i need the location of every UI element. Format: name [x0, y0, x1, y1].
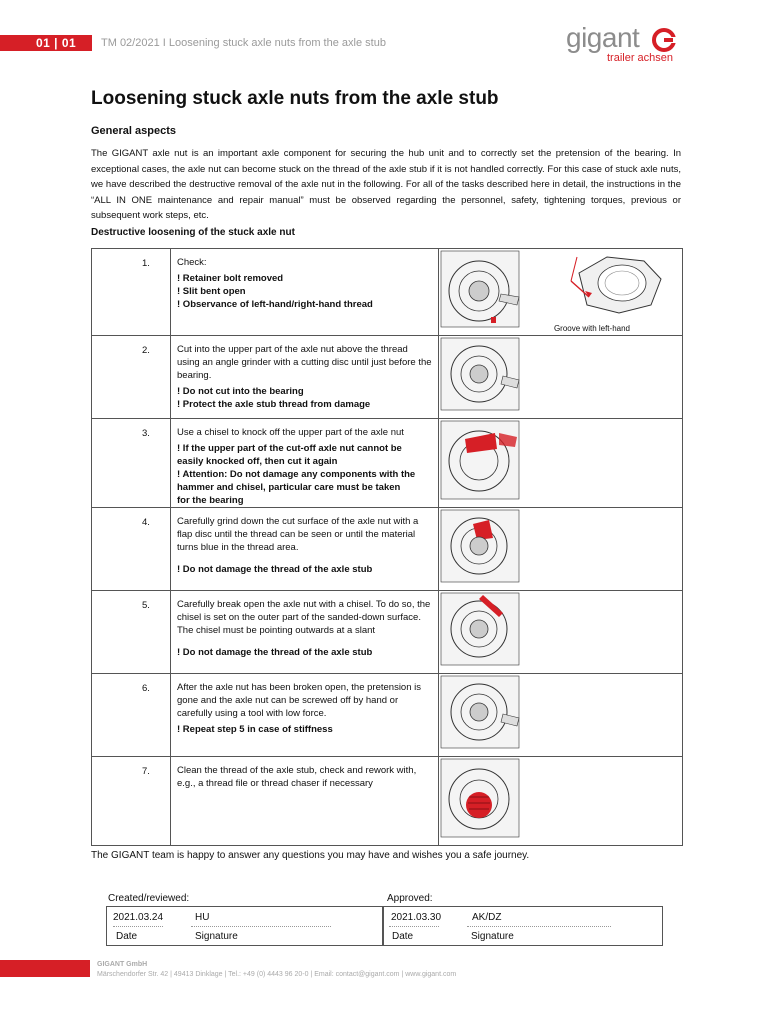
signature-line [191, 926, 331, 927]
warning-line: ! Retainer bolt removed [177, 273, 284, 284]
step-row [92, 508, 683, 591]
axle-hub-drawing [439, 757, 682, 841]
created-label: Created/reviewed: [108, 893, 190, 904]
gigant-logo [566, 22, 686, 66]
approved-label: Approved: [387, 893, 433, 904]
step-text: Clean the thread of the axle stub, check and rework with, e.g., a thread file or thread chaser if necessary [177, 765, 417, 789]
page-title: Loosening stuck axle nuts from the axle stub [91, 88, 499, 109]
created-by: HU [195, 912, 210, 923]
step-warnings [177, 272, 432, 311]
axle-hub-drawing [439, 591, 682, 669]
approved-by: AK/DZ [472, 912, 502, 923]
step-number: 3. [92, 419, 171, 508]
procedure-heading: Destructive loosening of the stuck axle nut [91, 227, 295, 238]
signature-label: Signature [471, 931, 514, 942]
warning-line: ! Slit bent open [177, 286, 246, 297]
warning-line: ! If the upper part of the cut-off axle nut cannot be [177, 443, 402, 454]
footer-company: GIGANT GmbH [97, 961, 148, 968]
step-text: Carefully grind down the cut surface of the axle nut with a flap disc until the thread can be seen or until the material turns blue in the thread area. [177, 516, 419, 553]
logo-wordmark: gigant [566, 22, 640, 53]
created-date: 2021.03.24 [113, 912, 164, 923]
date-line [113, 926, 163, 927]
warning-line: for the bearing [177, 495, 244, 506]
warning-line: ! Do not damage the thread of the axle stub [177, 647, 373, 658]
footer-accent-bar [0, 960, 90, 977]
date-label: Date [392, 931, 414, 942]
step-number: 5. [92, 591, 171, 674]
step-illustration [439, 674, 683, 757]
warning-line: ! Observance of left-hand/right-hand thread [177, 299, 373, 310]
warning-line: ! Repeat step 5 in case of stiffness [177, 724, 333, 735]
date-line [389, 926, 439, 927]
warning-line: ! Do not cut into the bearing [177, 386, 304, 397]
step-row [92, 249, 683, 336]
warning-line: hammer and chisel, particular care must be taken [177, 482, 401, 493]
closing-text: The GIGANT team is happy to answer any questions you may have and wishes you a safe journey. [91, 850, 530, 861]
date-label: Date [116, 931, 138, 942]
approved-date: 2021.03.30 [391, 912, 442, 923]
illustration-caption: Groove with left-hand [553, 324, 630, 333]
footer-address: Märschendorfer Str. 42 | 49413 Dinklage | Tel.: +49 (0) 4443 96 20-0 | Email: contact@gigant.com | www.gigant.com [97, 971, 457, 978]
step-text: Carefully break open the axle nut with a chisel. To do so, the chisel is set on the outer part of the sanded-down surface. The chisel must be pointing outwards at a slant [177, 599, 431, 636]
step-illustration [439, 249, 683, 336]
page-number-bar [0, 35, 92, 51]
page-number: 01 | 01 [36, 36, 77, 50]
step-illustration [439, 591, 683, 674]
step-row [92, 757, 683, 846]
step-warnings [177, 563, 432, 576]
step-row [92, 674, 683, 757]
warning-line: ! Protect the axle stub thread from damage [177, 399, 371, 410]
axle-hub-drawing [439, 419, 682, 503]
step-number: 7. [92, 757, 171, 846]
general-aspects-heading: General aspects [91, 125, 176, 137]
step-number: 6. [92, 674, 171, 757]
step-number: 1. [92, 249, 171, 336]
logo-ring-icon [651, 27, 677, 53]
step-warnings [177, 723, 432, 736]
general-aspects-text: The GIGANT axle nut is an important axle component for securing the hub unit and to correctly set the pretension of the bearing. In exceptional cases, the axle nut can become stuck on the thread of the axle stub if it is not handled correctly. For this case of stuck axle nuts, we have described the destructive removal of the axle nut in the following. For all of the tasks described here in detail, the instructions in the “ALL IN ONE maintenance and repair manual” must be observed regarding the personnel, safety, tightening torques, previous or subsequent work steps, etc. [91, 148, 681, 221]
warning-line: ! Attention: Do not damage any components with the [177, 469, 416, 480]
approved-signature-box [382, 906, 663, 946]
document-reference: TM 02/2021 I Loosening stuck axle nuts from the axle stub [101, 37, 386, 49]
step-number: 4. [92, 508, 171, 591]
step-illustration [439, 419, 683, 508]
step-illustration [439, 757, 683, 846]
created-signature-box [106, 906, 384, 946]
axle-hub-drawing [439, 508, 682, 586]
axle-hub-drawing [439, 674, 682, 752]
step-warnings [177, 442, 432, 507]
step-warnings [177, 646, 432, 659]
step-text: Check: [177, 257, 207, 268]
step-row [92, 591, 683, 674]
step-row [92, 336, 683, 419]
step-number: 2. [92, 336, 171, 419]
signature-label: Signature [195, 931, 238, 942]
signature-line [467, 926, 611, 927]
warning-line: ! Do not damage the thread of the axle stub [177, 564, 373, 575]
step-text: After the axle nut has been broken open, the pretension is gone and the axle nut can be screwed off by hand or carefully using a tool with low force. [177, 682, 421, 719]
step-row [92, 419, 683, 508]
warning-line: easily knocked off, then cut it again [177, 456, 338, 467]
axle-hub-drawing [439, 249, 682, 331]
step-illustration [439, 508, 683, 591]
step-text: Cut into the upper part of the axle nut above the thread using an angle grinder with a cutting disc until just before the bearing. [177, 344, 432, 381]
steps-table [91, 248, 683, 846]
axle-hub-drawing [439, 336, 682, 414]
step-text: Use a chisel to knock off the upper part of the axle nut [177, 427, 404, 438]
logo-subtitle: trailer achsen [607, 52, 674, 64]
step-illustration [439, 336, 683, 419]
step-warnings [177, 385, 432, 411]
